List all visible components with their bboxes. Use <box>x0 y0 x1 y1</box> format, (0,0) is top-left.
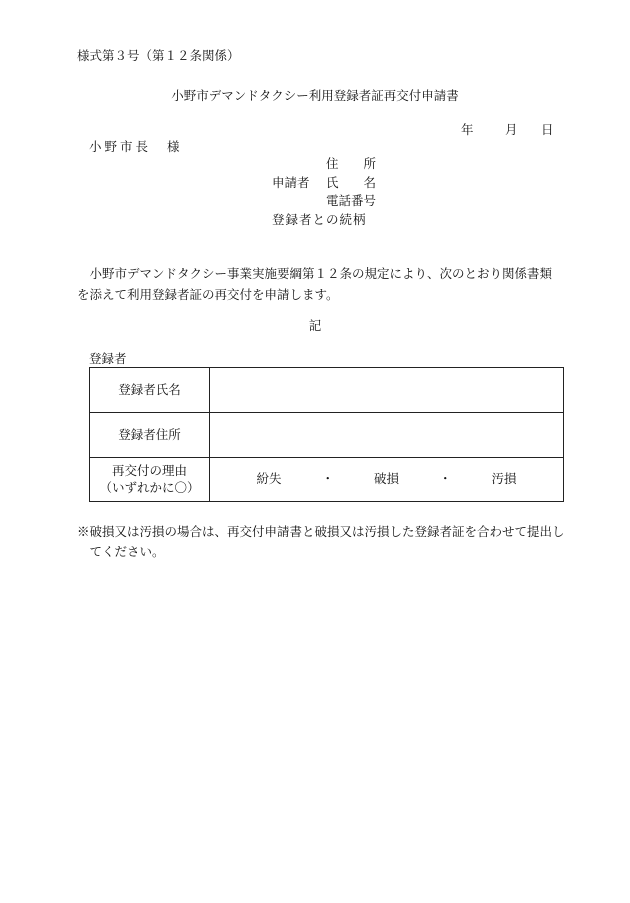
applicant-address-label: 住 所 <box>326 156 377 171</box>
form-number: 様式第３号（第１２条関係） <box>77 48 240 63</box>
addressee-suffix: 様 <box>167 139 180 154</box>
reason-separator: ・ <box>439 471 452 487</box>
registrant-table <box>89 367 564 502</box>
addressee: 小野市長 <box>89 139 152 154</box>
applicant-label: 申請者 <box>272 175 310 190</box>
reason-option-lost[interactable]: 紛失 <box>256 471 282 487</box>
registrant-address-field[interactable] <box>210 413 564 458</box>
applicant-phone-label: 電話番号 <box>326 193 377 208</box>
reason-option-soiled[interactable]: 汚損 <box>491 471 517 487</box>
registrant-address-label: 登録者住所 <box>90 413 210 458</box>
reissue-reason-label-line1: 再交付の理由 <box>111 462 187 478</box>
date-month-label: 月 <box>505 122 518 137</box>
date-day-label: 日 <box>541 122 554 137</box>
applicant-name-label: 氏 名 <box>326 175 377 190</box>
registrant-name-field[interactable] <box>210 368 564 413</box>
applicant-relationship-label: 登録者との続柄 <box>272 212 367 227</box>
reissue-reason-label <box>90 458 210 502</box>
registrant-name-label: 登録者氏名 <box>90 368 210 413</box>
ki-heading: 記 <box>308 318 322 333</box>
page-title: 小野市デマンドタクシー利用登録者証再交付申請書 <box>171 88 459 103</box>
body-text: 小野市デマンドタクシー事業実施要綱第１２条の規定により、次のとおり関係書類を添えて利用登録者証の再交付を申請します。 <box>77 266 553 302</box>
table-row <box>90 368 564 413</box>
registrant-heading: 登録者 <box>89 351 127 366</box>
table-row <box>90 458 564 502</box>
reissue-reason-label-line2: （いずれかに〇） <box>99 479 200 495</box>
footnote: ※破損又は汚損の場合は、再交付申請書と破損又は汚損した登録者証を合わせて提出してください。 <box>77 524 565 559</box>
date-year-label: 年 <box>461 122 474 137</box>
reissue-reason-options <box>210 458 564 502</box>
reason-option-damaged[interactable]: 破損 <box>373 471 399 487</box>
reason-separator: ・ <box>321 471 334 487</box>
table-row <box>90 413 564 458</box>
